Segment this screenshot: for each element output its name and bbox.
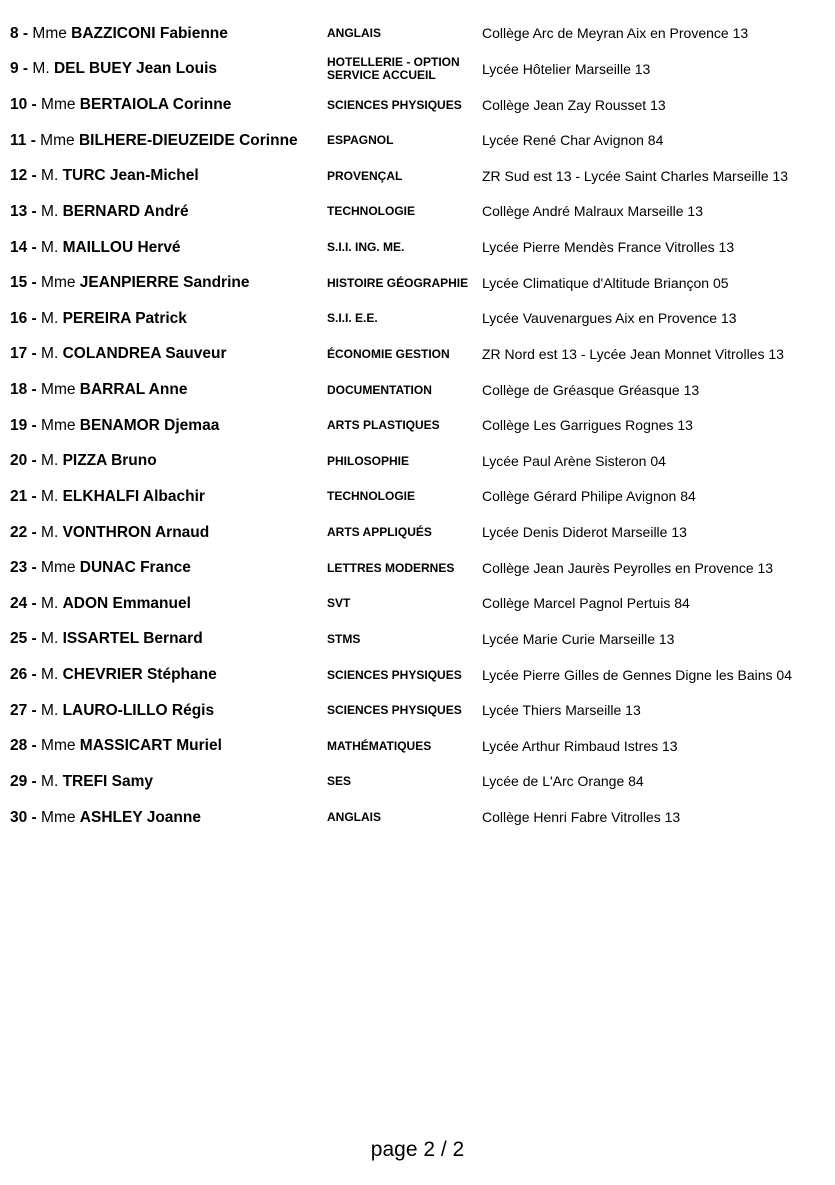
table-row xyxy=(0,16,835,52)
civility-label: Mme xyxy=(41,381,76,399)
row-number: 23 xyxy=(10,559,28,577)
teacher-name: BARRAL Anne xyxy=(79,381,188,399)
number-separator: - xyxy=(27,701,42,719)
subject-label: SCIENCES PHYSIQUES xyxy=(327,667,462,682)
teacher-name: ELKHALFI Albachir xyxy=(62,487,205,505)
teacher-name-cell xyxy=(10,631,327,647)
row-number: 20 xyxy=(10,452,28,470)
teacher-name-cell xyxy=(10,240,327,256)
teacher-name-cell xyxy=(10,133,327,149)
teacher-name-cell xyxy=(10,453,327,469)
table-row xyxy=(0,301,835,337)
row-number: 14 xyxy=(10,238,28,256)
teacher-name: TURC Jean-Michel xyxy=(62,167,199,185)
teacher-name-cell xyxy=(10,560,327,576)
school-label: Collège Marcel Pagnol Pertuis 84 xyxy=(482,595,690,612)
row-number: 12 xyxy=(10,167,28,185)
school-label: Lycée Thiers Marseille 13 xyxy=(482,702,641,719)
civility-label: M. xyxy=(41,523,59,541)
school-label: Collège Jean Zay Rousset 13 xyxy=(482,96,666,113)
row-number: 10 xyxy=(10,96,28,114)
subject-label: ANGLAIS xyxy=(327,26,381,41)
table-row xyxy=(0,729,835,765)
table-row xyxy=(0,372,835,408)
row-number: 17 xyxy=(10,345,28,363)
number-separator: - xyxy=(27,630,42,648)
teacher-name: VONTHRON Arnaud xyxy=(62,523,210,541)
school-label: ZR Nord est 13 - Lycée Jean Monnet Vitrolles 13 xyxy=(482,345,784,362)
row-number: 21 xyxy=(10,487,28,505)
teacher-name-cell xyxy=(10,61,327,77)
row-number: 29 xyxy=(10,772,28,790)
number-separator: - xyxy=(27,523,42,541)
number-separator: - xyxy=(26,131,41,149)
subject-label: STMS xyxy=(327,631,361,646)
table-row xyxy=(0,764,835,800)
teacher-name: MASSICART Muriel xyxy=(79,737,222,755)
number-separator: - xyxy=(18,60,33,78)
subject-label: ARTS PLASTIQUES xyxy=(327,418,440,433)
subject-label: TECHNOLOGIE xyxy=(327,204,416,219)
teacher-name: PIZZA Bruno xyxy=(62,452,157,470)
civility-label: Mme xyxy=(41,416,76,434)
row-number: 28 xyxy=(10,737,28,755)
number-separator: - xyxy=(18,24,33,42)
teacher-name: PEREIRA Patrick xyxy=(62,309,187,327)
table-row xyxy=(0,337,835,373)
number-separator: - xyxy=(27,666,42,684)
civility-label: M. xyxy=(32,60,50,78)
row-number: 24 xyxy=(10,594,28,612)
teacher-name: BERNARD André xyxy=(62,202,189,220)
row-number: 25 xyxy=(10,630,28,648)
row-number: 9 xyxy=(10,60,19,78)
civility-label: M. xyxy=(41,167,59,185)
row-number: 13 xyxy=(10,202,28,220)
table-row xyxy=(0,230,835,266)
teacher-name-cell xyxy=(10,418,327,434)
table-row xyxy=(0,693,835,729)
number-separator: - xyxy=(27,559,42,577)
subject-label: MATHÉMATIQUES xyxy=(327,738,432,753)
civility-label: M. xyxy=(41,630,59,648)
table-row xyxy=(0,657,835,693)
subject-label: S.I.I. ING. ME. xyxy=(327,240,405,255)
teacher-name-cell xyxy=(10,489,327,505)
civility-label: Mme xyxy=(41,808,76,826)
teacher-name: BERTAIOLA Corinne xyxy=(79,96,232,114)
row-number: 11 xyxy=(10,131,27,149)
table-row xyxy=(0,52,835,88)
table-row xyxy=(0,123,835,159)
teacher-name-cell xyxy=(10,774,327,790)
teacher-name: BENAMOR Djemaa xyxy=(79,416,220,434)
teacher-name-cell xyxy=(10,204,327,220)
civility-label: M. xyxy=(41,594,59,612)
school-label: Collège Gérard Philipe Avignon 84 xyxy=(482,488,696,505)
teacher-name: CHEVRIER Stéphane xyxy=(62,666,217,684)
table-row xyxy=(0,87,835,123)
number-separator: - xyxy=(27,452,42,470)
number-separator: - xyxy=(27,345,42,363)
school-label: Lycée Climatique d'Altitude Briançon 05 xyxy=(482,274,729,291)
subject-label: PROVENÇAL xyxy=(327,168,403,183)
subject-label: ANGLAIS xyxy=(327,810,381,825)
teacher-name-cell xyxy=(10,703,327,719)
assignment-list xyxy=(0,16,835,835)
school-label: Lycée René Char Avignon 84 xyxy=(482,132,664,149)
number-separator: - xyxy=(27,96,42,114)
row-number: 22 xyxy=(10,523,28,541)
row-number: 19 xyxy=(10,416,28,434)
subject-label: ARTS APPLIQUÉS xyxy=(327,525,432,540)
civility-label: Mme xyxy=(32,24,67,42)
school-label: ZR Sud est 13 - Lycée Saint Charles Marseille 13 xyxy=(482,167,789,184)
civility-label: Mme xyxy=(41,559,76,577)
teacher-name-cell xyxy=(10,26,327,42)
table-row xyxy=(0,622,835,658)
civility-label: M. xyxy=(41,701,59,719)
civility-label: Mme xyxy=(41,274,76,292)
teacher-name: MAILLOU Hervé xyxy=(62,238,181,256)
teacher-name: BILHERE-DIEUZEIDE Corinne xyxy=(78,131,298,149)
subject-label: DOCUMENTATION xyxy=(327,382,432,397)
teacher-name-cell xyxy=(10,525,327,541)
number-separator: - xyxy=(27,487,42,505)
teacher-name-cell xyxy=(10,275,327,291)
civility-label: M. xyxy=(41,772,59,790)
teacher-name: TREFI Samy xyxy=(62,772,154,790)
teacher-name: ASHLEY Joanne xyxy=(79,808,201,826)
civility-label: M. xyxy=(41,309,59,327)
table-row xyxy=(0,444,835,480)
number-separator: - xyxy=(27,238,42,256)
subject-label: ÉCONOMIE GESTION xyxy=(327,346,450,361)
row-number: 30 xyxy=(10,808,28,826)
table-row xyxy=(0,265,835,301)
subject-label: ESPAGNOL xyxy=(327,133,394,148)
school-label: Lycée de L'Arc Orange 84 xyxy=(482,773,644,790)
table-row xyxy=(0,194,835,230)
table-row xyxy=(0,550,835,586)
teacher-name-cell xyxy=(10,382,327,398)
number-separator: - xyxy=(27,737,42,755)
civility-label: Mme xyxy=(40,131,75,149)
school-label: Collège Les Garrigues Rognes 13 xyxy=(482,417,693,434)
number-separator: - xyxy=(27,416,42,434)
row-number: 18 xyxy=(10,381,28,399)
civility-label: Mme xyxy=(41,737,76,755)
teacher-name: COLANDREA Sauveur xyxy=(62,345,227,363)
subject-label: S.I.I. E.E. xyxy=(327,311,378,326)
teacher-name-cell xyxy=(10,667,327,683)
school-label: Collège Jean Jaurès Peyrolles en Provence 13 xyxy=(482,559,774,576)
teacher-name-cell xyxy=(10,97,327,113)
subject-label: SCIENCES PHYSIQUES xyxy=(327,97,462,112)
civility-label: M. xyxy=(41,666,59,684)
number-separator: - xyxy=(27,202,42,220)
subject-label: LETTRES MODERNES xyxy=(327,560,455,575)
teacher-name-cell xyxy=(10,738,327,754)
subject-label: TECHNOLOGIE xyxy=(327,489,416,504)
civility-label: M. xyxy=(41,452,59,470)
civility-label: M. xyxy=(41,238,59,256)
teacher-name-cell xyxy=(10,311,327,327)
number-separator: - xyxy=(27,772,42,790)
table-row xyxy=(0,515,835,551)
school-label: Lycée Arthur Rimbaud Istres 13 xyxy=(482,737,678,754)
teacher-name-cell xyxy=(10,810,327,826)
teacher-name: BAZZICONI Fabienne xyxy=(71,24,228,42)
row-number: 8 xyxy=(10,24,19,42)
row-number: 15 xyxy=(10,274,28,292)
school-label: Lycée Vauvenargues Aix en Provence 13 xyxy=(482,310,737,327)
number-separator: - xyxy=(27,381,42,399)
row-number: 27 xyxy=(10,701,28,719)
civility-label: Mme xyxy=(41,96,76,114)
school-label: Lycée Hôtelier Marseille 13 xyxy=(482,60,651,77)
school-label: Lycée Denis Diderot Marseille 13 xyxy=(482,524,687,541)
teacher-name: DEL BUEY Jean Louis xyxy=(53,60,218,78)
teacher-name: ADON Emmanuel xyxy=(62,594,191,612)
teacher-name: JEANPIERRE Sandrine xyxy=(79,274,250,292)
subject-label: HOTELLERIE - OPTION SERVICE ACCUEIL xyxy=(327,55,460,83)
subject-label: SES xyxy=(327,774,352,789)
number-separator: - xyxy=(27,274,42,292)
civility-label: M. xyxy=(41,202,59,220)
teacher-name-cell xyxy=(10,168,327,184)
school-label: Lycée Paul Arène Sisteron 04 xyxy=(482,452,666,469)
number-separator: - xyxy=(27,808,42,826)
teacher-name: LAURO-LILLO Régis xyxy=(62,701,215,719)
table-row xyxy=(0,159,835,195)
row-number: 16 xyxy=(10,309,28,327)
civility-label: M. xyxy=(41,487,59,505)
subject-label: PHILOSOPHIE xyxy=(327,453,410,468)
civility-label: M. xyxy=(41,345,59,363)
number-separator: - xyxy=(27,167,42,185)
number-separator: - xyxy=(27,594,42,612)
school-label: Collège André Malraux Marseille 13 xyxy=(482,203,703,220)
subject-label: SCIENCES PHYSIQUES xyxy=(327,703,462,718)
school-label: Collège de Gréasque Gréasque 13 xyxy=(482,381,700,398)
table-row xyxy=(0,800,835,836)
table-row xyxy=(0,479,835,515)
school-label: Collège Arc de Meyran Aix en Provence 13 xyxy=(482,25,749,42)
table-row xyxy=(0,408,835,444)
number-separator: - xyxy=(27,309,42,327)
teacher-name-cell xyxy=(10,346,327,362)
school-label: Lycée Marie Curie Marseille 13 xyxy=(482,630,675,647)
school-label: Lycée Pierre Gilles de Gennes Digne les Bains 04 xyxy=(482,666,792,683)
page-number-footer: page 2 / 2 xyxy=(370,1138,465,1161)
school-label: Collège Henri Fabre Vitrolles 13 xyxy=(482,809,681,826)
subject-label: SVT xyxy=(327,596,351,611)
teacher-name: DUNAC France xyxy=(79,559,191,577)
teacher-name-cell xyxy=(10,596,327,612)
table-row xyxy=(0,586,835,622)
school-label: Lycée Pierre Mendès France Vitrolles 13 xyxy=(482,239,735,256)
teacher-name: ISSARTEL Bernard xyxy=(62,630,203,648)
row-number: 26 xyxy=(10,666,28,684)
subject-label: HISTOIRE GÉOGRAPHIE xyxy=(327,275,469,290)
